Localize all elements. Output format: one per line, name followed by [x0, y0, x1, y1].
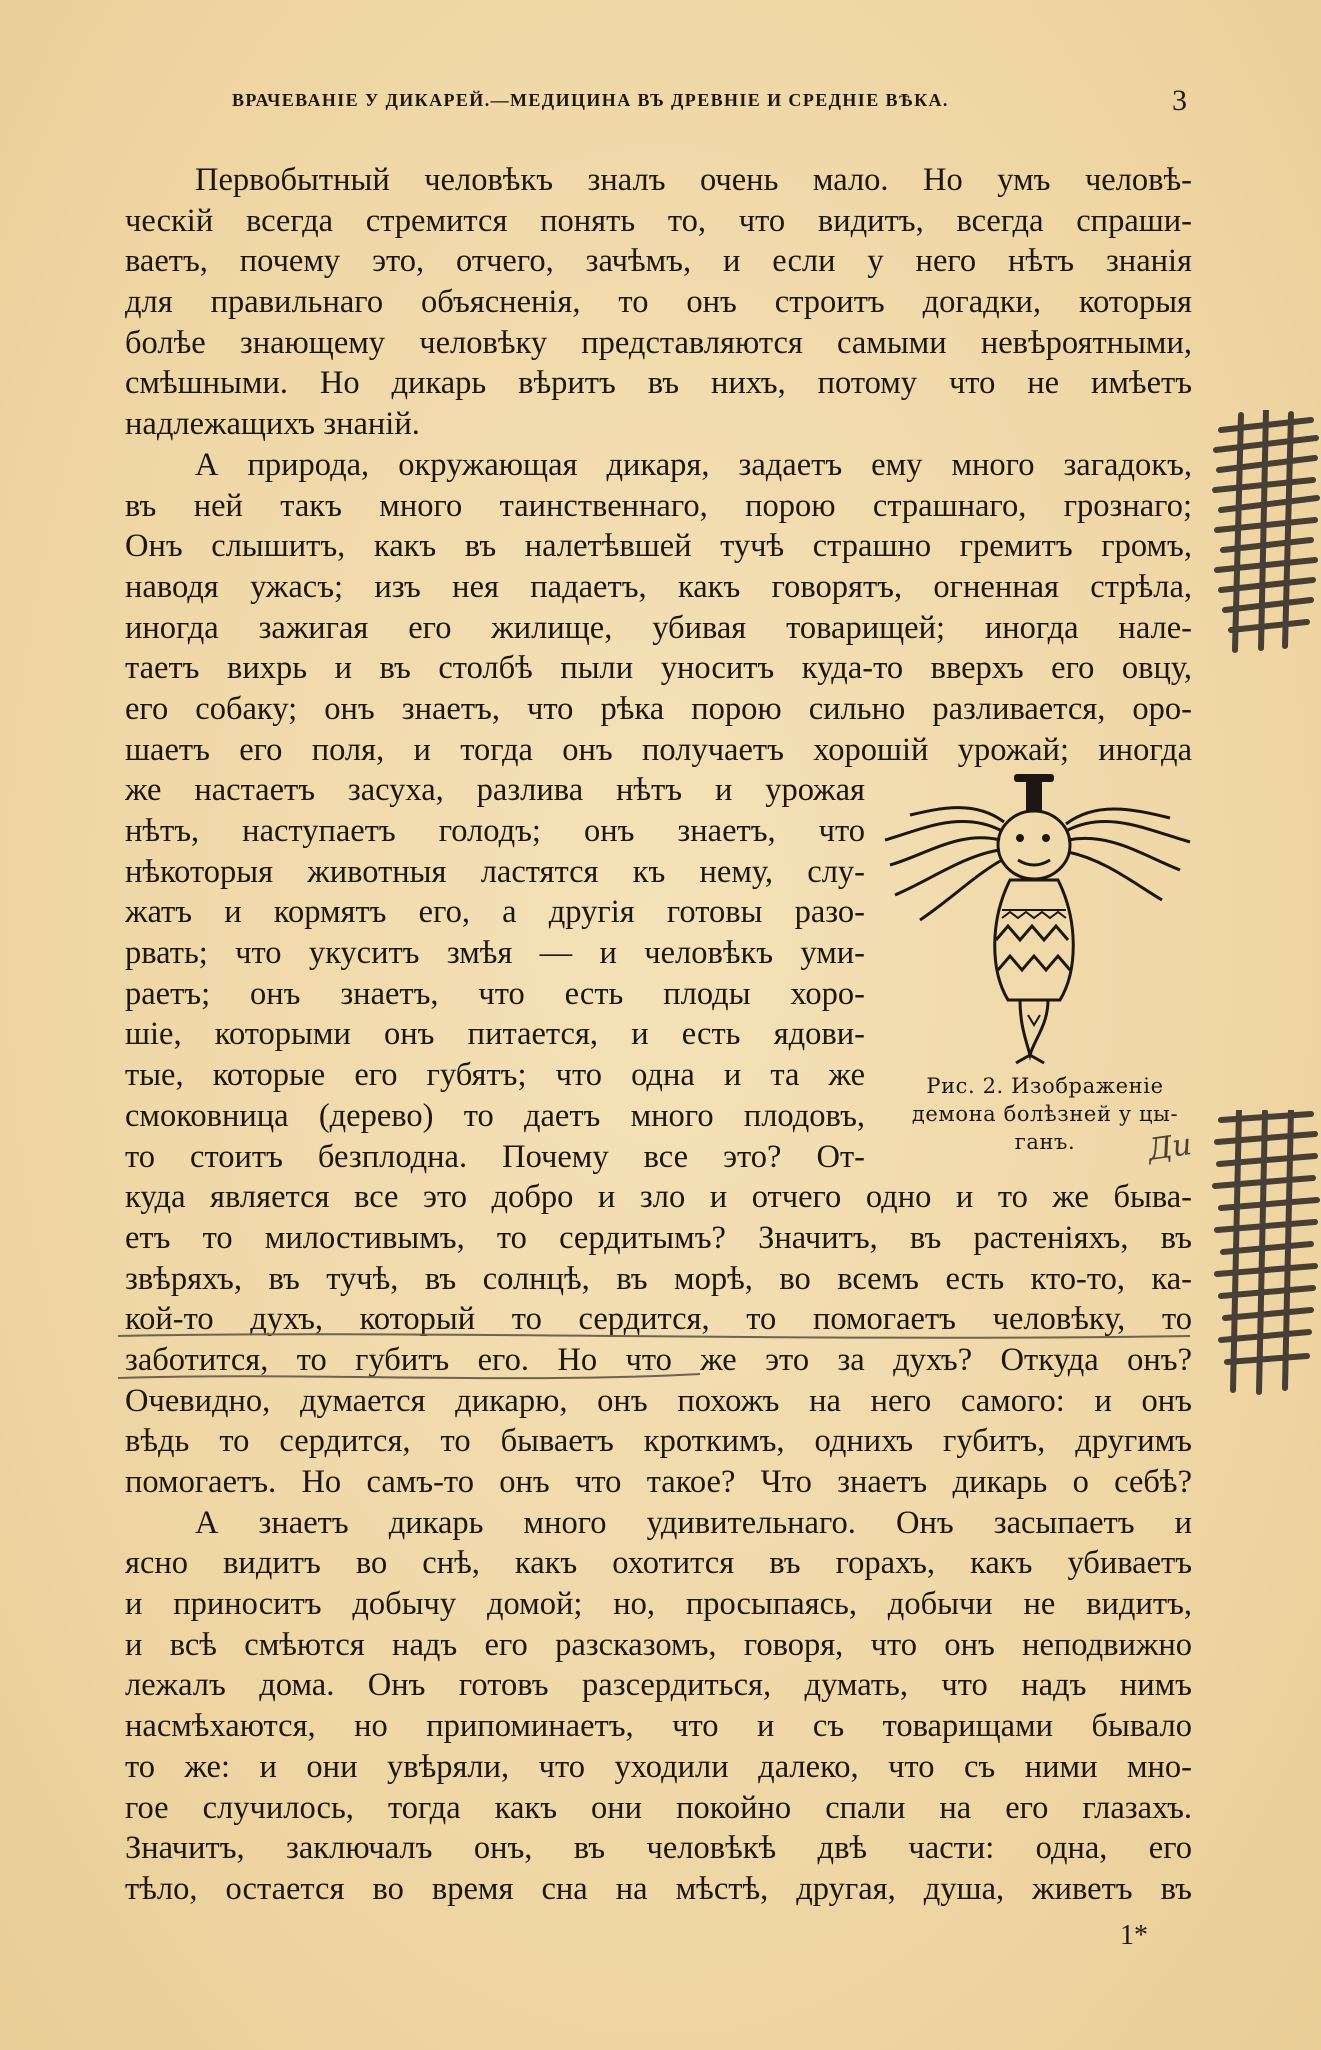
- text-line: нѣкоторыя животныя ластятся къ нему, слу-: [125, 853, 865, 890]
- text-line: наводя ужасъ; изъ нея падаетъ, какъ говорятъ, огненная стрѣла,: [125, 568, 1192, 605]
- text-line: А природа, окружающая дикаря, задаетъ ему много загадокъ,: [195, 446, 1192, 483]
- caption-line: Рис. 2. Изображеніе: [926, 1074, 1164, 1098]
- handwritten-note: Ди: [1145, 1127, 1194, 1168]
- text-line: Очевидно, думается дикарю, онъ похожъ на него самого: и онъ: [125, 1382, 1192, 1419]
- running-header: ВРАЧЕВАНІЕ У ДИКАРЕЙ.—МЕДИЦИНА ВЪ ДРЕВНІЕ И СРЕДНІЕ ВѢКА.: [232, 90, 949, 110]
- text-line: таетъ вихрь и въ столбѣ пыли уноситъ куда-то вверхъ его овцу,: [125, 650, 1192, 687]
- text-line: Онъ слышитъ, какъ въ налетѣвшей тучѣ страшно гремитъ громъ,: [125, 528, 1192, 565]
- text-line: заботится, то губитъ его. Но что же это за духъ? Откуда онъ?: [125, 1341, 1192, 1378]
- text-line: кой-то духъ, который то сердится, то помогаетъ человѣку, то: [125, 1301, 1192, 1338]
- text-line: етъ то милостивымъ, то сердитымъ? Значитъ, въ растеніяхъ, въ: [125, 1219, 1192, 1256]
- text-line: же настаетъ засуха, разлива нѣтъ и урожая: [125, 772, 865, 809]
- text-line: тые, которые его губятъ; что одна и та же: [125, 1057, 865, 1094]
- pencil-scribble-top: [1211, 410, 1321, 660]
- text-line: нѣтъ, наступаетъ голодъ; онъ знаетъ, что: [125, 813, 865, 849]
- text-line: въ ней такъ много таинственнаго, порою страшнаго, грознаго;: [125, 487, 1192, 524]
- text-line: жатъ и кормятъ его, а другія готовы разо-: [125, 894, 865, 931]
- text-line: ческій всегда стремится понять то, что видитъ, всегда спраши-: [125, 202, 1192, 239]
- text-line: рвать; что укуситъ змѣя — и человѣкъ уми-: [125, 935, 865, 972]
- text-line: для правильнаго объясненія, то онъ строитъ догадки, которыя: [125, 284, 1192, 321]
- text-line: ясно видитъ во снѣ, какъ охотится въ горахъ, какъ убиваетъ: [125, 1545, 1192, 1582]
- text-line: то стоитъ безплодна. Почему все это? От-: [125, 1138, 865, 1175]
- text-line: тѣло, остается во время сна на мѣстѣ, другая, душа, живетъ въ: [125, 1870, 1192, 1907]
- text-line: его собаку; онъ знаетъ, что рѣка порою сильно разливается, оро-: [125, 690, 1192, 727]
- caption-line: ганъ.: [1014, 1130, 1076, 1154]
- text-line: шаетъ его поля, и тогда онъ получаетъ хорошій урожай; иногда: [125, 731, 1192, 768]
- text-line: Первобытный человѣкъ зналъ очень мало. Но умъ человѣ-: [195, 162, 1192, 198]
- text-line: ваетъ, почему это, отчего, зачѣмъ, и если у него нѣтъ знанія: [125, 243, 1192, 280]
- text-line: и всѣ смѣются надъ его разсказомъ, говоря, что онъ неподвижно: [125, 1626, 1192, 1663]
- text-line: насмѣхаются, но припоминаетъ, что и съ товарищами бывало: [125, 1708, 1192, 1745]
- caption-line: демона болѣзней у цы-: [911, 1102, 1179, 1126]
- text-line: болѣе знающему человѣку представляются самыми невѣроятными,: [125, 324, 1192, 361]
- text-line: гое случилось, тогда какъ они покойно спали на его глазахъ.: [125, 1789, 1192, 1826]
- pencil-scribble-bottom: [1211, 1110, 1321, 1400]
- text-line: смѣшными. Но дикарь вѣритъ въ нихъ, потому что не имѣетъ: [125, 365, 1192, 402]
- text-line: куда является все это добро и зло и отчего одно и то же быва-: [125, 1179, 1192, 1216]
- text-line: и приноситъ добычу домой; но, просыпаясь, добычи не видитъ,: [125, 1586, 1192, 1623]
- text-line: то же: и они увѣряли, что уходили далеко, что съ ними мно-: [125, 1748, 1192, 1785]
- text-line: шіе, которыми онъ питается, и есть ядови-: [125, 1016, 865, 1053]
- text-line: раетъ; онъ знаетъ, что есть плоды хоро-: [125, 975, 865, 1012]
- signature-mark: 1*: [1120, 1920, 1148, 1951]
- text-line: помогаетъ. Но самъ-то онъ что такое? Что знаетъ дикарь о себѣ?: [125, 1464, 1192, 1500]
- text-line: надлежащихъ знаній.: [125, 406, 420, 443]
- text-line: лежалъ дома. Онъ готовъ разсердиться, думать, что надъ нимъ: [125, 1667, 1192, 1704]
- text-line: иногда зажигая его жилище, убивая товарищей; иногда нале-: [125, 609, 1192, 646]
- text-line: Значитъ, заключалъ онъ, въ человѣкѣ двѣ части: одна, его: [125, 1830, 1192, 1867]
- page-number: 3: [1172, 84, 1187, 117]
- text-line: А знаетъ дикарь много удивительнаго. Онъ засыпаетъ и: [195, 1504, 1192, 1541]
- text-line: вѣдь то сердится, то бываетъ кроткимъ, однихъ губитъ, другимъ: [125, 1423, 1192, 1460]
- demon-figure-icon: [880, 770, 1200, 1070]
- text-line: смоковница (дерево) то даетъ много плодовъ,: [125, 1097, 865, 1134]
- text-line: звѣряхъ, въ тучѣ, въ солнцѣ, въ морѣ, во всемъ есть кто-то, ка-: [125, 1260, 1192, 1297]
